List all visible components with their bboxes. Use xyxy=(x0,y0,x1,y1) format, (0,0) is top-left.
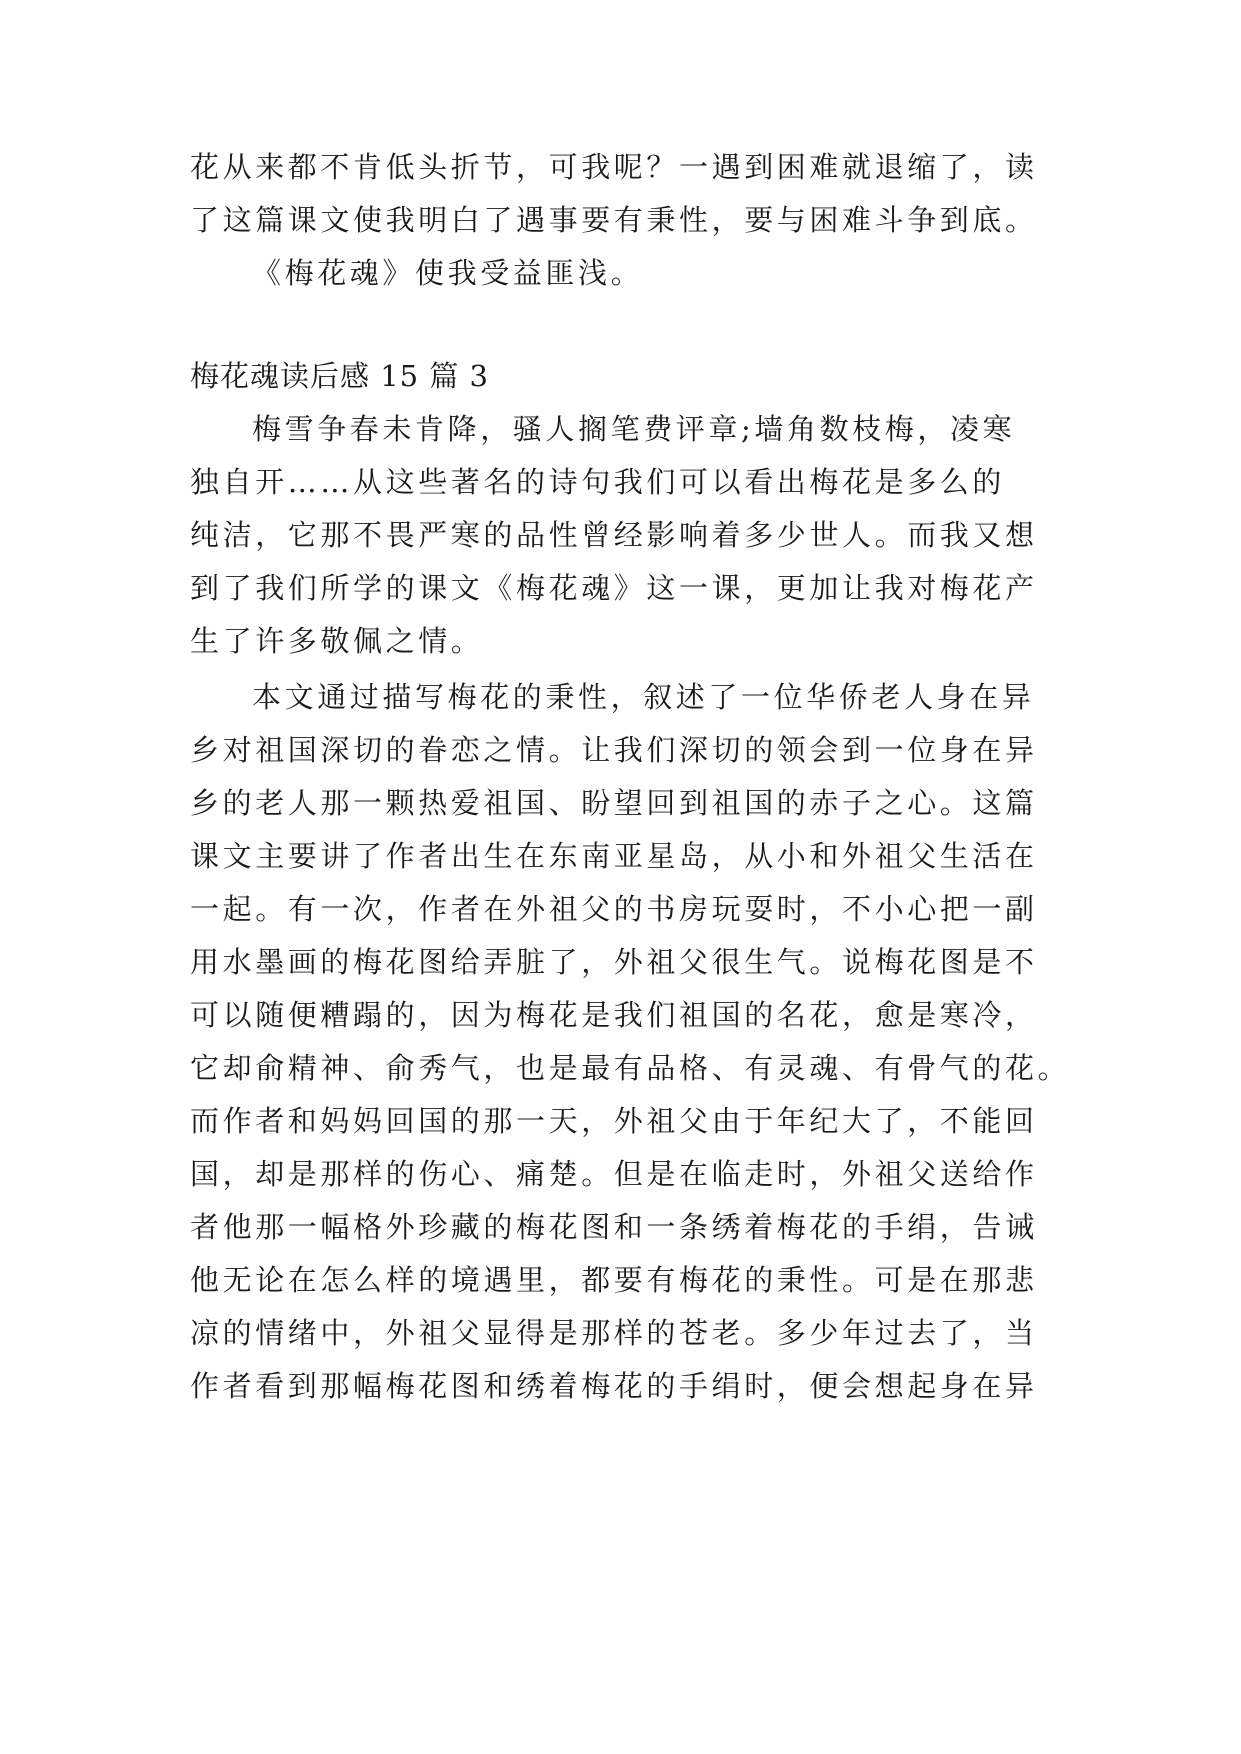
paragraph-2-line-12: 他无论在怎么样的境遇里，都要有梅花的秉性。可是在那悲 xyxy=(190,1263,1038,1297)
paragraph-2-line-7: 可以随便糟蹋的，因为梅花是我们祖国的名花，愈是寒冷， xyxy=(190,998,1038,1032)
paragraph-1-line-3: 纯洁，它那不畏严寒的品性曾经影响着多少世人。而我又想 xyxy=(190,518,1038,552)
paragraph-2-line-10: 国，却是那样的伤心、痛楚。但是在临走时，外祖父送给作 xyxy=(190,1157,1038,1191)
paragraph-2-line-1: 本文通过描写梅花的秉性，叙述了一位华侨老人身在异 xyxy=(252,680,1035,714)
paragraph-2-line-8: 它却俞精神、俞秀气，也是最有品格、有灵魂、有骨气的花。 xyxy=(190,1051,1071,1085)
paragraph-2-line-5: 一起。有一次，作者在外祖父的书房玩耍时，不小心把一副 xyxy=(190,892,1038,926)
intro-line-3: 《梅花魂》使我受益匪浅。 xyxy=(252,256,644,290)
intro-line-2: 了这篇课文使我明白了遇事要有秉性，要与困难斗争到底。 xyxy=(190,203,1038,237)
paragraph-1-line-1: 梅雪争春未肯降，骚人搁笔费评章;墙角数枝梅，凌寒 xyxy=(252,412,1016,446)
paragraph-2-line-6: 用水墨画的梅花图给弄脏了，外祖父很生气。说梅花图是不 xyxy=(190,945,1038,979)
paragraph-2-line-4: 课文主要讲了作者出生在东南亚星岛，从小和外祖父生活在 xyxy=(190,839,1038,873)
paragraph-2-line-2: 乡对祖国深切的眷恋之情。让我们深切的领会到一位身在异 xyxy=(190,733,1038,767)
paragraph-1-line-4: 到了我们所学的课文《梅花魂》这一课，更加让我对梅花产 xyxy=(190,571,1038,605)
paragraph-2-line-9: 而作者和妈妈回国的那一天，外祖父由于年纪大了，不能回 xyxy=(190,1104,1038,1138)
paragraph-2-line-13: 凉的情绪中，外祖父显得是那样的苍老。多少年过去了，当 xyxy=(190,1316,1038,1350)
intro-line-1: 花从来都不肯低头折节，可我呢？一遇到困难就退缩了，读 xyxy=(190,150,1038,184)
paragraph-1-line-2: 独自开……从这些著名的诗句我们可以看出梅花是多么的 xyxy=(190,465,1006,499)
paragraph-2-line-14: 作者看到那幅梅花图和绣着梅花的手绢时，便会想起身在异 xyxy=(190,1369,1038,1403)
paragraph-1-line-5: 生了许多敬佩之情。 xyxy=(190,624,484,658)
paragraph-2-line-11: 者他那一幅格外珍藏的梅花图和一条绣着梅花的手绢，告诫 xyxy=(190,1210,1038,1244)
paragraph-2-line-3: 乡的老人那一颗热爱祖国、盼望回到祖国的赤子之心。这篇 xyxy=(190,786,1038,820)
section-heading: 梅花魂读后感 15 篇 3 xyxy=(190,359,490,393)
